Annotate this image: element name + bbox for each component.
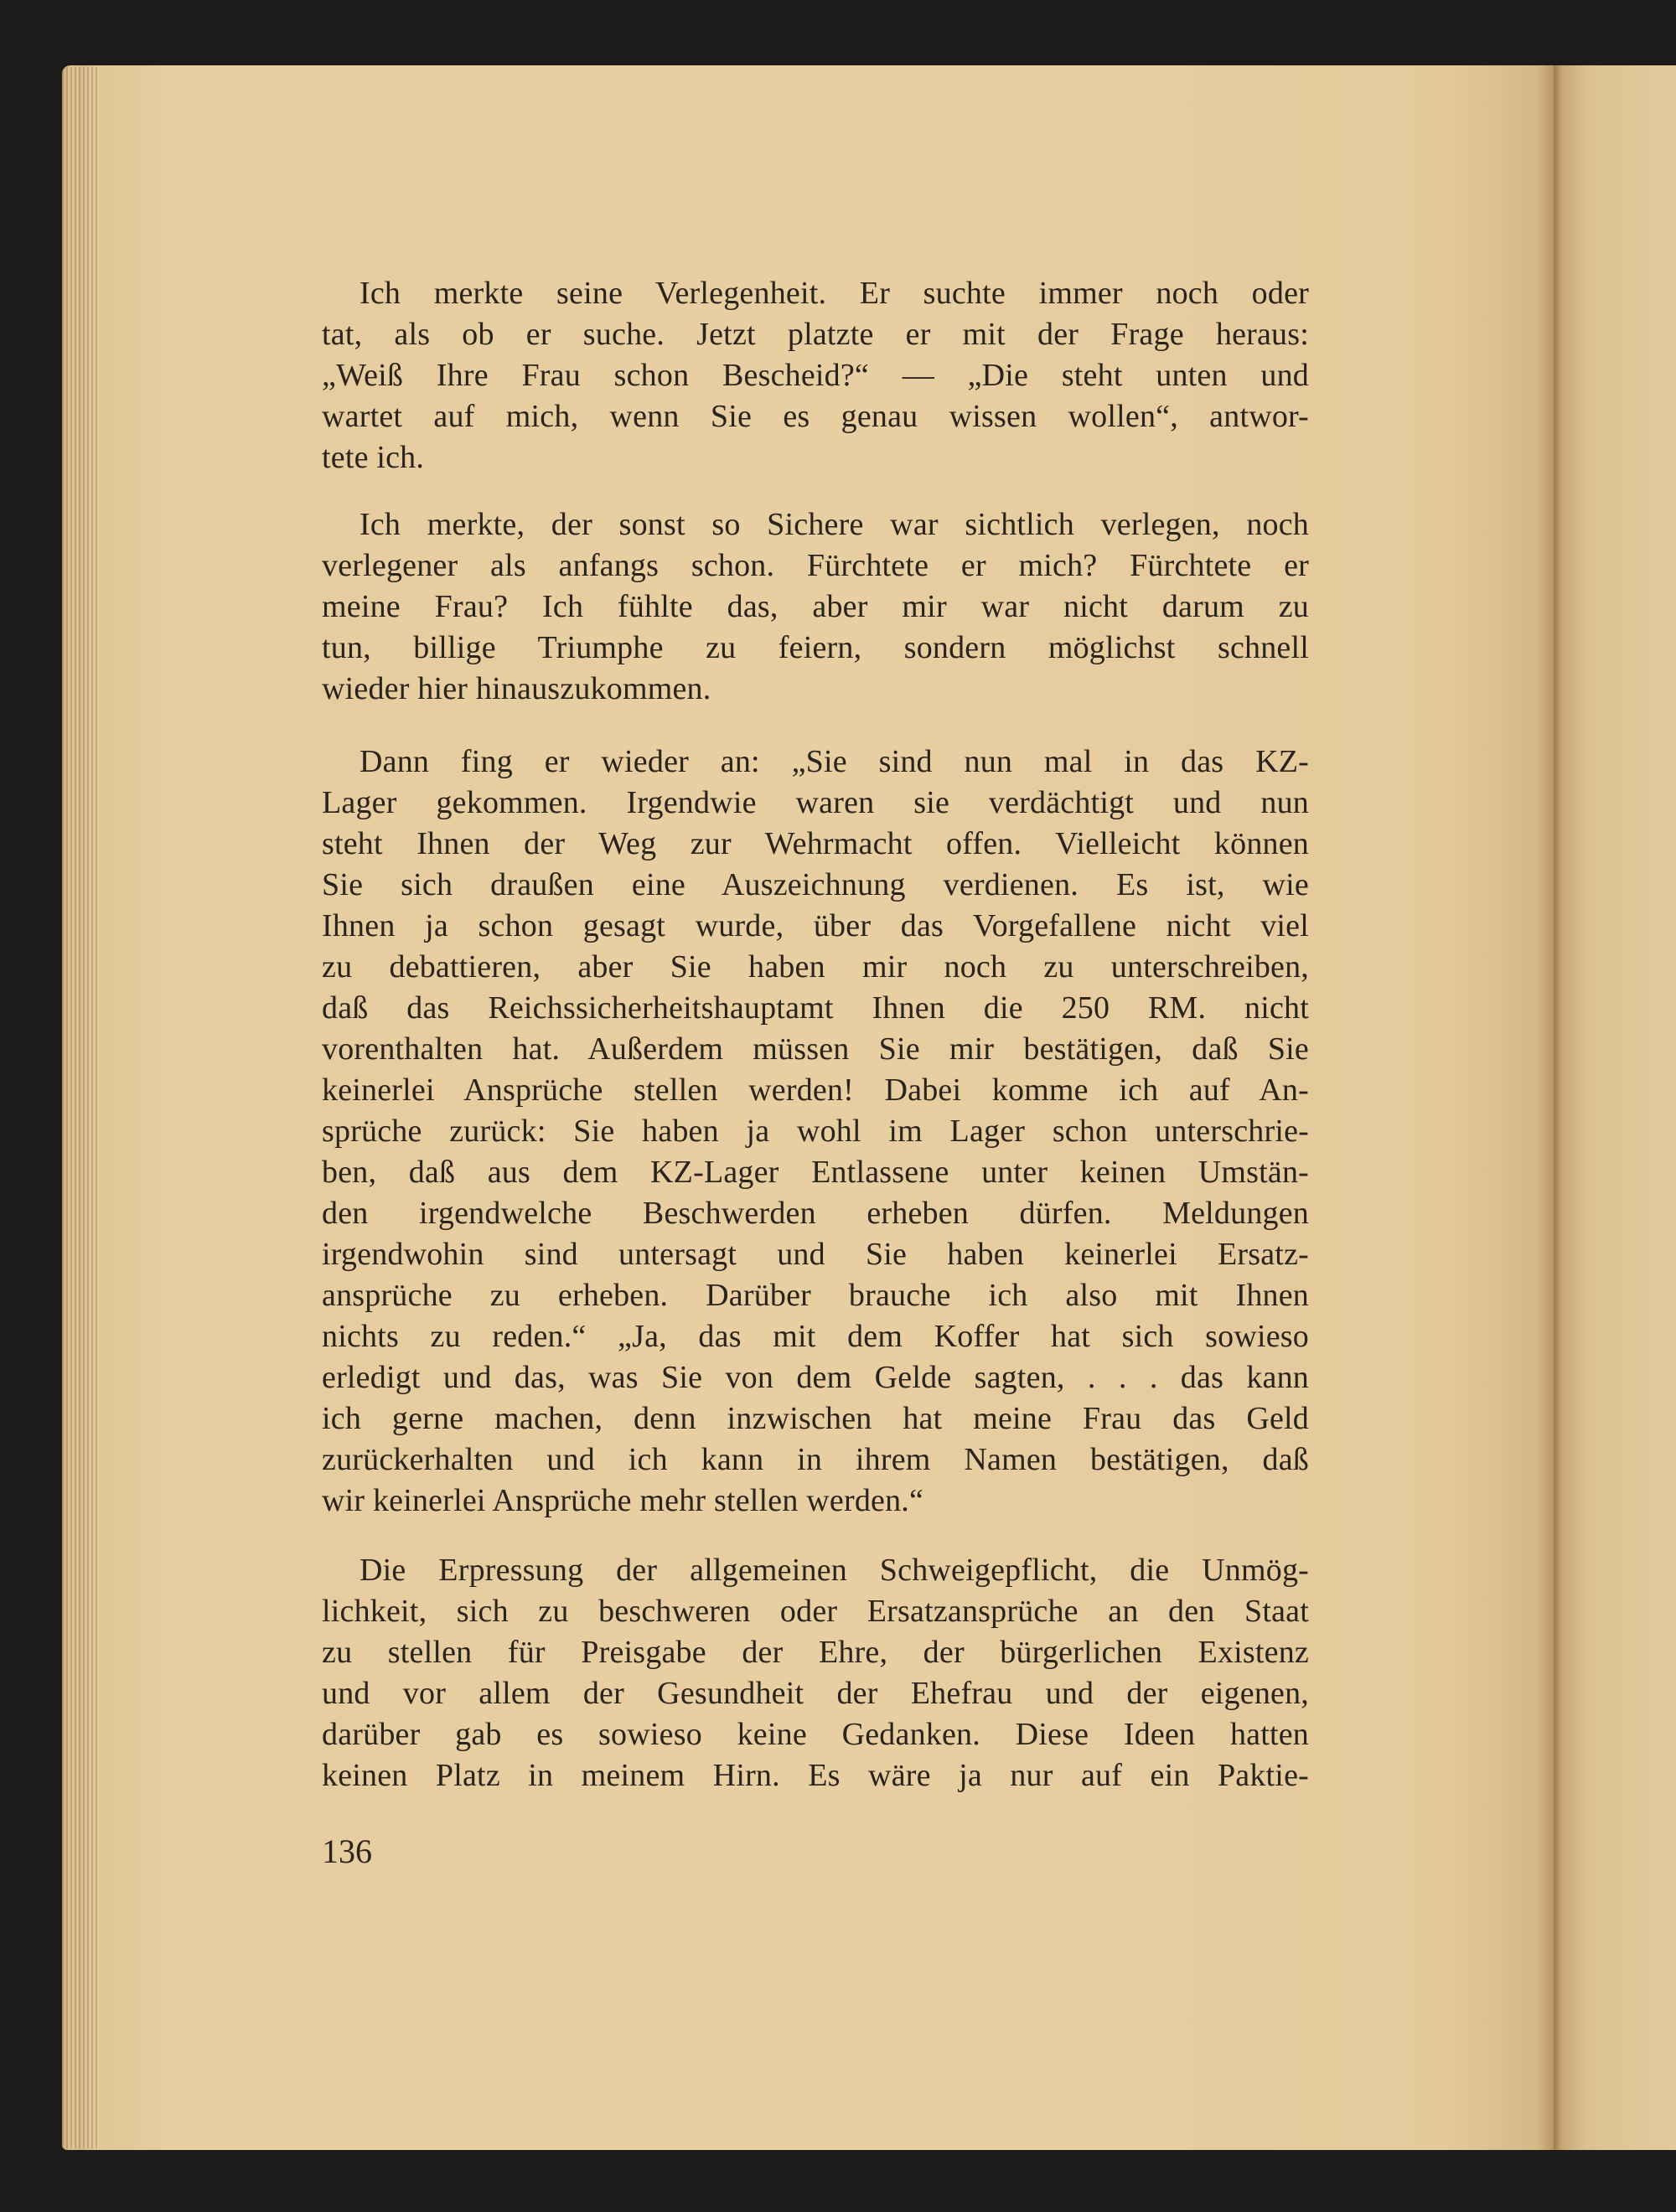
text-line: wartet auf mich, wenn Sie es genau wissen wollen“, antwor-	[322, 399, 1309, 434]
paragraph-1	[322, 273, 1309, 478]
text-line: steht Ihnen der Weg zur Wehrmacht offen. Vielleicht können	[322, 826, 1309, 861]
text-line: Sie sich draußen eine Auszeichnung verdienen. Es ist, wie	[322, 867, 1309, 902]
paragraph-4	[322, 1550, 1309, 1796]
text-line: und vor allem der Gesundheit der Ehefrau und der eigenen,	[322, 1676, 1309, 1711]
text-line: Dann fing er wieder an: „Sie sind nun mal in das KZ-	[360, 744, 1309, 779]
text-line: Ich merkte, der sonst so Sichere war sichtlich verlegen, noch	[360, 507, 1309, 542]
text-line: ansprüche zu erheben. Darüber brauche ich also mit Ihnen	[322, 1278, 1309, 1313]
text-line: tete ich.	[322, 440, 425, 475]
text-line: Lager gekommen. Irgendwie waren sie verdächtigt und nun	[322, 785, 1309, 820]
text-line: verlegener als anfangs schon. Fürchtete er mich? Fürchtete er	[322, 548, 1309, 583]
text-line: darüber gab es sowieso keine Gedanken. Diese Ideen hatten	[322, 1717, 1309, 1752]
text-line: Ich merkte seine Verlegenheit. Er suchte immer noch oder	[360, 276, 1309, 311]
paragraph-2	[322, 504, 1309, 710]
text-line: nichts zu reden.“ „Ja, das mit dem Koffer hat sich sowieso	[322, 1319, 1309, 1354]
text-line: meine Frau? Ich fühlte das, aber mir war nicht darum zu	[322, 589, 1309, 624]
text-line: erledigt und das, was Sie von dem Gelde sagten, . . . das kann	[322, 1360, 1309, 1395]
text-line: ben, daß aus dem KZ-Lager Entlassene unter keinen Umstän-	[322, 1155, 1309, 1190]
text-line: sprüche zurück: Sie haben ja wohl im Lager schon unterschrie-	[322, 1114, 1309, 1149]
text-line: Die Erpressung der allgemeinen Schweigepflicht, die Unmög-	[360, 1553, 1309, 1588]
text-line: wieder hier hinauszukommen.	[322, 671, 711, 706]
text-line: ich gerne machen, denn inzwischen hat meine Frau das Geld	[322, 1401, 1309, 1436]
text-line: irgendwohin sind untersagt und Sie haben keinerlei Ersatz-	[322, 1237, 1309, 1272]
text-line: den irgendwelche Beschwerden erheben dürfen. Meldungen	[322, 1196, 1309, 1231]
text-line: vorenthalten hat. Außerdem müssen Sie mir bestätigen, daß Sie	[322, 1031, 1309, 1067]
text-line: keinen Platz in meinem Hirn. Es wäre ja nur auf ein Paktie-	[322, 1758, 1309, 1793]
text-line: wir keinerlei Ansprüche mehr stellen werden.“	[322, 1483, 924, 1518]
text-line: Ihnen ja schon gesagt wurde, über das Vorgefallene nicht viel	[322, 908, 1309, 943]
facing-page-edge	[1554, 65, 1676, 2150]
text-line: daß das Reichssicherheitshauptamt Ihnen die 250 RM. nicht	[322, 990, 1309, 1026]
text-line: „Weiß Ihre Frau schon Bescheid?“ — „Die steht unten und	[322, 358, 1309, 393]
text-line: tat, als ob er suche. Jetzt platzte er mit der Frage heraus:	[322, 317, 1309, 352]
text-line: tun, billige Triumphe zu feiern, sondern möglichst schnell	[322, 630, 1309, 665]
text-line: lichkeit, sich zu beschweren oder Ersatzansprüche an den Staat	[322, 1594, 1309, 1629]
paragraph-3	[322, 742, 1309, 1522]
page-number: 136	[322, 1832, 372, 1870]
text-line: keinerlei Ansprüche stellen werden! Dabei komme ich auf An-	[322, 1072, 1309, 1108]
text-line: zu debattieren, aber Sie haben mir noch zu unterschreiben,	[322, 949, 1309, 985]
text-line: zu stellen für Preisgabe der Ehre, der bürgerlichen Existenz	[322, 1635, 1309, 1670]
text-line: zurückerhalten und ich kann in ihrem Namen bestätigen, daß	[322, 1442, 1309, 1477]
page-stack-edge	[62, 67, 99, 2148]
